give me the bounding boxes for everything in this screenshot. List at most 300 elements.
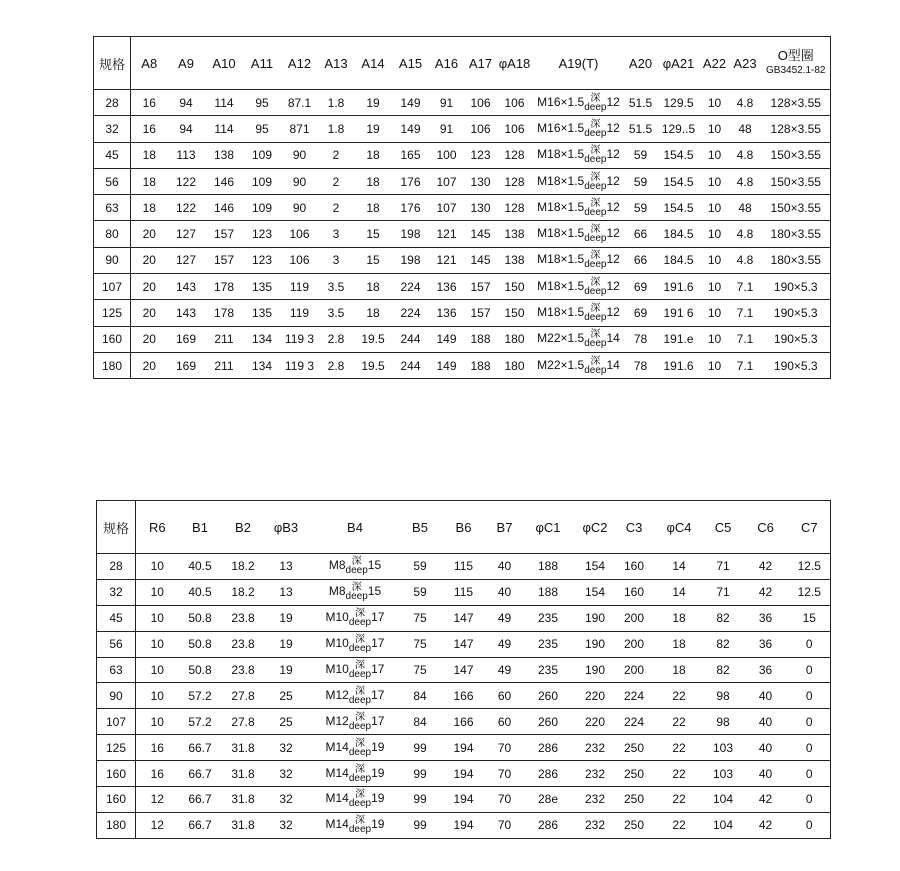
- table-cell: 40.5: [179, 554, 222, 580]
- col-header: φC2: [577, 501, 614, 554]
- table-cell: 32: [94, 116, 131, 142]
- table-cell: 36: [743, 605, 789, 631]
- table-cell: 87.1: [281, 90, 319, 116]
- table-row: [94, 142, 831, 168]
- table-cell: 119 3: [281, 326, 319, 352]
- thread-depth: 12: [606, 252, 620, 267]
- table-cell: 27.8: [222, 683, 265, 709]
- table-cell: 82: [704, 657, 743, 683]
- table-cell: 10: [136, 631, 179, 657]
- table-cell: 122: [168, 195, 205, 221]
- table-cell: 78: [625, 326, 657, 352]
- table-row: [97, 787, 831, 813]
- table-cell: 130: [465, 168, 497, 194]
- table-cell: 7.1: [729, 300, 762, 326]
- table-row: [94, 116, 831, 142]
- table-cell: 66.7: [179, 761, 222, 787]
- col-header: A12: [281, 37, 319, 90]
- table-cell: 128: [497, 195, 533, 221]
- table-cell: 19: [354, 90, 393, 116]
- table-cell: 60: [490, 709, 520, 735]
- thread-size: M10: [325, 610, 349, 625]
- table-cell: 154.5: [657, 142, 701, 168]
- table-cell: 2: [319, 195, 354, 221]
- table-cell: 191.6: [657, 352, 701, 378]
- table-cell: 22: [655, 812, 704, 838]
- deep-zh-label: 深: [354, 711, 365, 723]
- col-header: C5: [704, 501, 743, 554]
- table-cell: 165: [393, 142, 429, 168]
- thread-depth: 17: [371, 713, 385, 728]
- col-header: C7: [789, 501, 831, 554]
- table-cell: 15: [354, 221, 393, 247]
- table-cell: 10: [136, 579, 179, 605]
- table-cell: 91: [429, 90, 465, 116]
- table-cell: 10: [701, 168, 729, 194]
- table-cell: 31.8: [222, 761, 265, 787]
- table-cell: 194: [438, 735, 490, 761]
- table-cell: 235: [520, 631, 577, 657]
- thread-depth: 12: [606, 200, 620, 214]
- table-cell: 40: [490, 579, 520, 605]
- table-cell: [308, 812, 403, 838]
- table-cell: 18: [655, 657, 704, 683]
- table-cell: 109: [244, 142, 281, 168]
- table-cell: 127: [168, 247, 205, 273]
- table-cell: 84: [403, 709, 438, 735]
- table-cell: 25: [265, 683, 308, 709]
- col-header: A23: [729, 37, 762, 90]
- table-cell: [533, 352, 625, 378]
- table-cell: 22: [655, 735, 704, 761]
- thread-size: M18×1.5: [537, 305, 585, 320]
- table-cell: 10: [701, 247, 729, 273]
- table-cell: 1.8: [319, 90, 354, 116]
- deep-annotation: [584, 146, 606, 164]
- table-cell: 42: [743, 787, 789, 813]
- thread-size: M14: [325, 791, 349, 806]
- table-cell: 127: [168, 221, 205, 247]
- table-cell: [308, 657, 403, 683]
- table-cell: 66.7: [179, 787, 222, 813]
- table-cell: 57.2: [179, 709, 222, 735]
- table-cell: 121: [429, 221, 465, 247]
- table-cell: 160: [614, 554, 655, 580]
- table-cell: 169: [168, 352, 205, 378]
- table-cell: 15: [789, 605, 831, 631]
- table-cell: 106: [281, 247, 319, 273]
- table-cell: 160: [97, 761, 136, 787]
- table-cell: 103: [704, 735, 743, 761]
- table-cell: 59: [625, 168, 657, 194]
- table-cell: 250: [614, 761, 655, 787]
- table-cell: 123: [244, 247, 281, 273]
- col-header: 规格: [94, 37, 131, 90]
- col-header: A15: [393, 37, 429, 90]
- table-cell: 188: [520, 579, 577, 605]
- table-cell: 10: [701, 300, 729, 326]
- table-cell: 130: [465, 195, 497, 221]
- table-cell: 109: [244, 168, 281, 194]
- table-cell: 36: [743, 657, 789, 683]
- table-cell: [533, 300, 625, 326]
- table-cell: [308, 683, 403, 709]
- table-cell: 18: [354, 300, 393, 326]
- col-header: A9: [168, 37, 205, 90]
- deep-zh-label: 深: [590, 118, 601, 130]
- table-cell: 40: [743, 761, 789, 787]
- table-cell: 190: [577, 631, 614, 657]
- table-cell: 224: [614, 683, 655, 709]
- table-cell: 94: [168, 90, 205, 116]
- table-cell: 90: [281, 142, 319, 168]
- thread-depth: 12: [606, 226, 620, 241]
- deep-annotation: [584, 199, 606, 217]
- table-cell: 32: [265, 812, 308, 838]
- deep-annotation: [349, 765, 371, 783]
- table-cell: [533, 326, 625, 352]
- table-cell: 119: [281, 300, 319, 326]
- table-cell: 107: [429, 195, 465, 221]
- table-cell: 149: [393, 116, 429, 142]
- thread-depth: 12: [606, 94, 620, 109]
- deep-en-label: deep: [348, 694, 372, 706]
- thread-depth: 15: [367, 584, 382, 599]
- table-cell: 0: [789, 761, 831, 787]
- thread-depth: 19: [371, 817, 385, 832]
- deep-en-label: deep: [348, 798, 372, 810]
- deep-en-label: deep: [584, 180, 607, 192]
- table-cell: 200: [614, 605, 655, 631]
- deep-annotation: [584, 225, 606, 243]
- table-cell: 12.5: [789, 579, 831, 605]
- thread-depth: 17: [371, 610, 385, 625]
- table-cell: 286: [520, 735, 577, 761]
- table-cell: 49: [490, 631, 520, 657]
- table-cell: 95: [244, 90, 281, 116]
- table-cell: 191 6: [657, 300, 701, 326]
- table-cell: 19: [265, 657, 308, 683]
- deep-annotation: [584, 173, 606, 191]
- table-cell: 115: [438, 554, 490, 580]
- thread-depth: 19: [371, 765, 385, 780]
- thread-size: M12: [325, 688, 349, 703]
- thread-size: M18×1.5: [537, 147, 585, 162]
- table-cell: 25: [265, 709, 308, 735]
- table-cell: 66: [625, 221, 657, 247]
- table-cell: 1.8: [319, 116, 354, 142]
- thread-size: M18×1.5: [537, 173, 585, 188]
- table-cell: 190×5.3: [762, 352, 831, 378]
- table-row: [97, 735, 831, 761]
- deep-zh-label: 深: [354, 789, 365, 801]
- table-row: [97, 812, 831, 838]
- table-cell: 154.5: [657, 195, 701, 221]
- deep-en-label: deep: [584, 154, 607, 166]
- table-cell: 180: [97, 812, 136, 838]
- table-cell: 160: [97, 787, 136, 813]
- table-cell: 18: [354, 195, 393, 221]
- dimension-table-b: [96, 500, 831, 839]
- table-cell: 23.8: [222, 631, 265, 657]
- col-header: φB3: [265, 501, 308, 554]
- table-cell: 40: [490, 554, 520, 580]
- table-cell: 19: [354, 116, 393, 142]
- table-cell: 106: [465, 90, 497, 116]
- table-row: [97, 683, 831, 709]
- table-cell: 2.8: [319, 352, 354, 378]
- deep-zh-label: 深: [590, 224, 601, 236]
- table-cell: 75: [403, 631, 438, 657]
- table-cell: 180: [497, 326, 533, 352]
- col-header: A13: [319, 37, 354, 90]
- table-cell: 16: [131, 90, 168, 116]
- deep-en-label: deep: [584, 127, 607, 139]
- table-row: [94, 300, 831, 326]
- table-cell: 143: [168, 300, 205, 326]
- table-cell: 28: [97, 554, 136, 580]
- table-cell: 119 3: [281, 352, 319, 378]
- table-cell: 3: [319, 247, 354, 273]
- table-cell: 10: [136, 605, 179, 631]
- deep-annotation: [349, 790, 371, 808]
- table-cell: 147: [438, 631, 490, 657]
- deep-zh-label: 深: [590, 145, 601, 157]
- table-cell: 190: [577, 605, 614, 631]
- table-cell: 178: [205, 300, 244, 326]
- table-cell: 224: [393, 274, 429, 300]
- table-cell: 104: [704, 812, 743, 838]
- deep-en-label: deep: [584, 259, 607, 271]
- col-header: 规格: [97, 501, 136, 554]
- table-cell: [533, 90, 625, 116]
- table-cell: 135: [244, 300, 281, 326]
- deep-zh-label: 深: [590, 250, 601, 262]
- thread-size: M8: [328, 584, 346, 599]
- table-a-header-row: [94, 37, 831, 90]
- table-cell: 166: [438, 709, 490, 735]
- table-cell: 157: [465, 300, 497, 326]
- table-cell: 190×5.3: [762, 326, 831, 352]
- table-cell: 90: [281, 195, 319, 221]
- table-cell: 194: [438, 787, 490, 813]
- table-row: [97, 709, 831, 735]
- col-header: B1: [179, 501, 222, 554]
- table-row: [94, 195, 831, 221]
- deep-en-label: deep: [348, 669, 372, 680]
- table-row: [97, 579, 831, 605]
- thread-size: M16×1.5: [537, 94, 585, 109]
- table-cell: 138: [205, 142, 244, 168]
- table-cell: 10: [701, 195, 729, 221]
- table-row: [94, 168, 831, 194]
- deep-en-label: deep: [584, 364, 607, 376]
- table-cell: 176: [393, 195, 429, 221]
- table-cell: 18: [131, 168, 168, 194]
- deep-en-label: deep: [584, 338, 607, 350]
- table-cell: 7.1: [729, 352, 762, 378]
- table-cell: 224: [614, 709, 655, 735]
- table-cell: 32: [265, 761, 308, 787]
- deep-en-label: deep: [348, 643, 372, 655]
- table-cell: 20: [131, 247, 168, 273]
- thread-depth: 12: [606, 121, 620, 136]
- table-cell: 114: [205, 116, 244, 142]
- deep-annotation: [584, 357, 606, 375]
- deep-annotation: [584, 304, 606, 322]
- table-cell: [308, 787, 403, 813]
- table-cell: 250: [614, 735, 655, 761]
- deep-zh-label: 深: [354, 763, 365, 775]
- table-cell: 40: [743, 709, 789, 735]
- deep-annotation: [349, 739, 371, 757]
- deep-en-label: deep: [584, 206, 607, 218]
- deep-en-label: deep: [348, 720, 372, 732]
- table-cell: [308, 579, 403, 605]
- table-cell: 198: [393, 247, 429, 273]
- deep-en-label: deep: [584, 233, 607, 245]
- thread-size: M10: [325, 636, 349, 651]
- table-cell: 138: [497, 221, 533, 247]
- deep-en-label: deep: [345, 565, 368, 577]
- table-cell: 191.6: [657, 274, 701, 300]
- table-cell: 232: [577, 787, 614, 813]
- table-cell: 178: [205, 274, 244, 300]
- table-cell: 7.1: [729, 326, 762, 352]
- table-cell: 10: [701, 142, 729, 168]
- table-cell: 59: [403, 579, 438, 605]
- table-cell: 107: [97, 709, 136, 735]
- table-cell: 157: [465, 274, 497, 300]
- table-cell: 145: [465, 247, 497, 273]
- table-cell: 154: [577, 579, 614, 605]
- table-cell: 194: [438, 812, 490, 838]
- table-cell: 19.5: [354, 352, 393, 378]
- thread-depth: 15: [367, 558, 382, 573]
- table-cell: [533, 247, 625, 273]
- table-cell: 220: [577, 683, 614, 709]
- table-cell: 106: [281, 221, 319, 247]
- table-cell: 18: [655, 631, 704, 657]
- table-cell: 66.7: [179, 812, 222, 838]
- deep-zh-label: 深: [354, 737, 365, 749]
- table-cell: 31.8: [222, 812, 265, 838]
- table-cell: 871: [281, 116, 319, 142]
- table-cell: 22: [655, 683, 704, 709]
- table-cell: 59: [403, 554, 438, 580]
- table-cell: 3.5: [319, 274, 354, 300]
- col-header: B4: [308, 501, 403, 554]
- table-cell: 180×3.55: [762, 247, 831, 273]
- thread-depth: 14: [606, 357, 620, 372]
- deep-en-label: deep: [348, 617, 372, 629]
- table-cell: 115: [438, 579, 490, 605]
- col-header: C6: [743, 501, 789, 554]
- table-cell: 69: [625, 300, 657, 326]
- table-cell: 129..5: [657, 116, 701, 142]
- deep-en-label: deep: [348, 772, 372, 784]
- col-header: A20: [625, 37, 657, 90]
- col-header-o-ring: [762, 37, 831, 90]
- col-header: A16: [429, 37, 465, 90]
- table-cell: 98: [704, 709, 743, 735]
- table-cell: 2.8: [319, 326, 354, 352]
- table-cell: 78: [625, 352, 657, 378]
- deep-annotation: [584, 330, 606, 348]
- table-cell: 190: [577, 657, 614, 683]
- table-cell: 40: [743, 735, 789, 761]
- table-cell: 32: [265, 787, 308, 813]
- table-cell: 40.5: [179, 579, 222, 605]
- table-cell: 48: [729, 195, 762, 221]
- table-cell: 232: [577, 812, 614, 838]
- table-cell: 84: [403, 683, 438, 709]
- table-cell: 15: [354, 247, 393, 273]
- table-cell: 176: [393, 168, 429, 194]
- table-cell: 220: [577, 709, 614, 735]
- table-cell: 128: [497, 168, 533, 194]
- table-cell: 150×3.55: [762, 195, 831, 221]
- table-cell: 200: [614, 631, 655, 657]
- table-cell: 66.7: [179, 735, 222, 761]
- table-cell: 42: [743, 579, 789, 605]
- col-header: A17: [465, 37, 497, 90]
- table-cell: 10: [136, 657, 179, 683]
- table-cell: 260: [520, 709, 577, 735]
- thread-depth: 17: [371, 636, 385, 651]
- table-cell: 49: [490, 657, 520, 683]
- table-cell: 154: [577, 554, 614, 580]
- col-header: A10: [205, 37, 244, 90]
- table-cell: 128: [497, 142, 533, 168]
- table-cell: 75: [403, 657, 438, 683]
- col-header: A11: [244, 37, 281, 90]
- deep-annotation: [584, 120, 606, 138]
- table-cell: 125: [97, 735, 136, 761]
- thread-size: M10: [325, 662, 349, 677]
- deep-annotation: [349, 713, 371, 731]
- deep-en-label: deep: [584, 312, 607, 324]
- thread-depth: 12: [606, 305, 620, 320]
- deep-zh-label: 深: [590, 92, 601, 104]
- table-cell: 166: [438, 683, 490, 709]
- table-cell: 99: [403, 761, 438, 787]
- table-cell: 106: [497, 90, 533, 116]
- deep-annotation: [349, 661, 371, 679]
- table-cell: 146: [205, 168, 244, 194]
- table-cell: 190×5.3: [762, 274, 831, 300]
- table-cell: [308, 605, 403, 631]
- table-cell: 106: [497, 116, 533, 142]
- o-ring-standard: GB3452.1-82: [766, 65, 826, 76]
- table-cell: 188: [465, 352, 497, 378]
- table-cell: 260: [520, 683, 577, 709]
- table-cell: 3: [319, 221, 354, 247]
- deep-annotation: [584, 251, 606, 269]
- table-cell: 160: [614, 579, 655, 605]
- table-cell: 250: [614, 812, 655, 838]
- table-cell: 4.8: [729, 168, 762, 194]
- table-cell: 134: [244, 326, 281, 352]
- table-cell: 122: [168, 168, 205, 194]
- table-cell: 184.5: [657, 221, 701, 247]
- table-cell: [533, 274, 625, 300]
- table-cell: 149: [429, 352, 465, 378]
- table-cell: 71: [704, 579, 743, 605]
- table-cell: 42: [743, 554, 789, 580]
- deep-en-label: deep: [348, 824, 372, 836]
- table-row: [94, 221, 831, 247]
